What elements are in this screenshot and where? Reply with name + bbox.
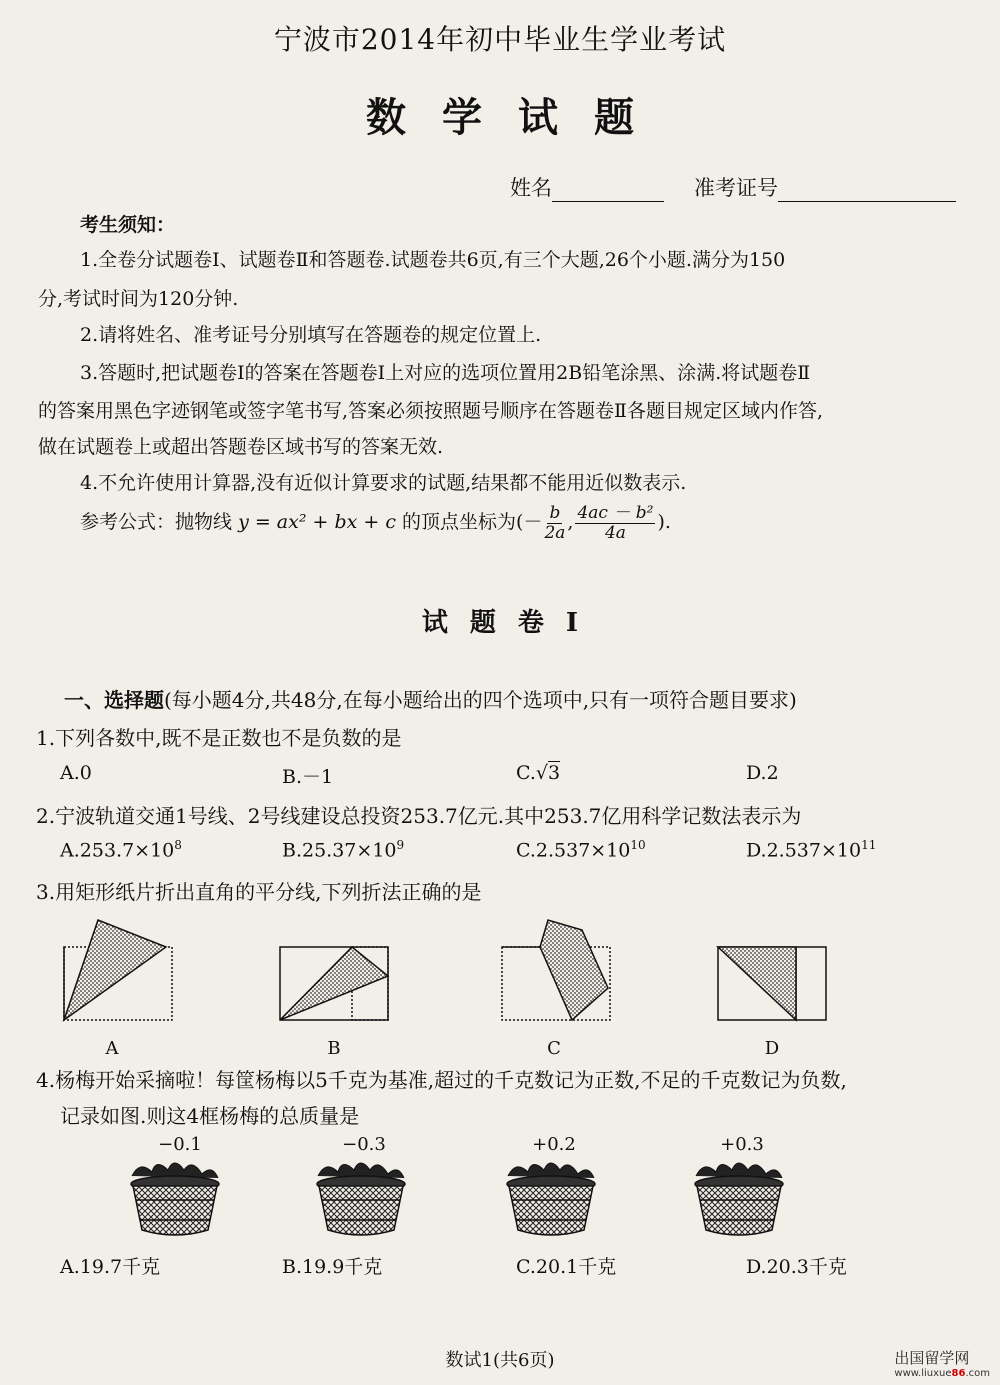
basket-3-value: +0.2 <box>532 1134 576 1155</box>
name-field <box>510 172 664 202</box>
name-label: 姓名 <box>510 176 552 200</box>
note-3-line-2: 的答案用黑色字迹钢笔或签字笔书写,答案必须按照题号顺序在答题卷Ⅱ各题目规定区域内作答, <box>38 400 823 422</box>
basket-4-icon <box>695 1163 783 1235</box>
q2-c-exp: 10 <box>630 838 646 852</box>
reference-formula: 参考公式：抛物线 y = ax² + bx + c 的顶点坐标为(－ $\frac{b}{2a}$ , $\frac{\text{4ac － b²}}{4a}$ ). <box>80 503 671 543</box>
q4-option-d: D.20.3千克 <box>746 1256 847 1278</box>
q3-folding-figures <box>40 910 940 1040</box>
site-url-mid: 86 <box>951 1368 966 1379</box>
site-url <box>894 1368 990 1379</box>
q2-b-exp: 9 <box>396 838 405 852</box>
q2-a-base: A.253.7×10 <box>60 839 175 862</box>
q4-stem-line-2: 记录如图.则这4框杨梅的总质量是 <box>60 1104 360 1128</box>
note-3-line-1: 3.答题时,把试题卷Ⅰ的答案在答题卷Ⅰ上对应的选项位置用2B铅笔涂黑、涂满.将试题卷Ⅱ <box>80 362 811 384</box>
formula-mid: 的顶点坐标为(－ <box>402 511 543 534</box>
figure-d-label: D <box>764 1038 780 1059</box>
exam-id-field <box>694 172 956 202</box>
q4-stem-line-1: 4.杨梅开始采摘啦！每筐杨梅以5千克为基准,超过的千克数记为正数,不足的千克数记为负数, <box>36 1068 847 1092</box>
q1-stem: 1.下列各数中,既不是正数也不是负数的是 <box>36 726 402 750</box>
frac1-numerator: b <box>549 503 561 523</box>
frac1-denominator: 2a <box>544 522 566 543</box>
formula-end: ). <box>657 511 671 534</box>
part1-heading <box>64 684 797 713</box>
site-url-pre: www.liuxue <box>894 1368 952 1379</box>
name-blank <box>552 181 664 202</box>
site-logo <box>894 1347 990 1379</box>
frac2-denominator: 4a <box>604 522 626 543</box>
basket-2-icon <box>317 1163 405 1235</box>
q1-option-c-radicand: 3 <box>548 762 561 784</box>
q2-option-c <box>516 838 646 861</box>
frac2-numerator: 4ac － b² <box>577 503 654 523</box>
formula-prefix: 参考公式：抛物线 <box>80 511 233 534</box>
basket-3-icon <box>507 1163 595 1235</box>
basket-1-value: −0.1 <box>158 1134 202 1155</box>
q4-option-a: A.19.7千克 <box>60 1256 161 1278</box>
q2-a-exp: 8 <box>174 838 182 852</box>
q3-stem: 3.用矩形纸片折出直角的平分线,下列折法正确的是 <box>36 880 482 904</box>
part1-heading-desc: (每小题4分,共48分,在每小题给出的四个选项中,只有一项符合题目要求) <box>164 688 797 712</box>
q4-option-c: C.20.1千克 <box>516 1256 617 1278</box>
q1-option-b: B.－1 <box>282 766 334 788</box>
figure-c <box>502 920 610 1020</box>
basket-4-value: +0.3 <box>720 1134 764 1155</box>
q2-option-a <box>60 838 182 861</box>
q2-option-b <box>282 838 404 861</box>
page-footer: 数试1(共6页) <box>445 1350 555 1371</box>
exam-id-blank <box>778 181 956 202</box>
note-1-line-1: 1.全卷分试题卷Ⅰ、试题卷Ⅱ和答题卷.试题卷共6页,有三个大题,26个小题.满分为150 <box>80 249 786 271</box>
q2-stem: 2.宁波轨道交通1号线、2号线建设总投资253.7亿元.其中253.7亿用科学记数法表示为 <box>36 804 802 828</box>
note-3-line-3: 做在试题卷上或超出答题卷区域书写的答案无效. <box>38 436 444 458</box>
q1-option-c <box>516 762 560 784</box>
vertex-x-fraction <box>544 504 565 542</box>
figure-d <box>718 947 826 1020</box>
subject-title: 数学试题 <box>366 94 670 141</box>
sqrt-icon: √ <box>535 762 549 784</box>
site-url-post: .com <box>965 1368 990 1379</box>
part1-heading-label: 一、选择题 <box>64 688 164 712</box>
q1-option-a: A.0 <box>60 762 92 784</box>
q2-d-exp: 11 <box>861 838 877 852</box>
figure-c-label: C <box>547 1038 561 1059</box>
exam-id-label: 准考证号 <box>694 176 778 200</box>
figure-b-label: B <box>327 1038 341 1059</box>
note-1-line-2: 分,考试时间为120分钟. <box>38 288 239 310</box>
exam-title: 宁波市2014年初中毕业生学业考试 <box>273 23 727 56</box>
basket-2-value: −0.3 <box>342 1134 386 1155</box>
q2-option-d <box>746 838 876 861</box>
q2-c-base: C.2.537×10 <box>516 839 631 862</box>
q1-option-c-prefix: C. <box>516 762 536 784</box>
q2-d-base: D.2.537×10 <box>746 839 862 862</box>
note-2: 2.请将姓名、准考证号分别填写在答题卷的规定位置上. <box>80 324 542 346</box>
note-4: 4.不允许使用计算器,没有近似计算要求的试题,结果都不能用近似数表示. <box>80 472 687 494</box>
figure-a <box>64 920 172 1020</box>
figure-a-label: A <box>105 1038 119 1059</box>
figure-b <box>280 947 388 1020</box>
q2-b-base: B.25.37×10 <box>282 839 397 862</box>
parabola-equation: y = ax² + bx + c <box>238 511 396 534</box>
basket-1-icon <box>131 1163 219 1235</box>
vertex-y-fraction <box>575 504 655 542</box>
site-logo-text: 出国留学网 <box>894 1349 970 1367</box>
notes-title: 考生须知： <box>80 214 176 236</box>
q1-option-d: D.2 <box>746 762 779 784</box>
section-title: 试题卷Ⅰ <box>421 608 601 638</box>
baskets-illustration <box>120 1158 900 1242</box>
q4-option-b: B.19.9千克 <box>282 1256 383 1278</box>
